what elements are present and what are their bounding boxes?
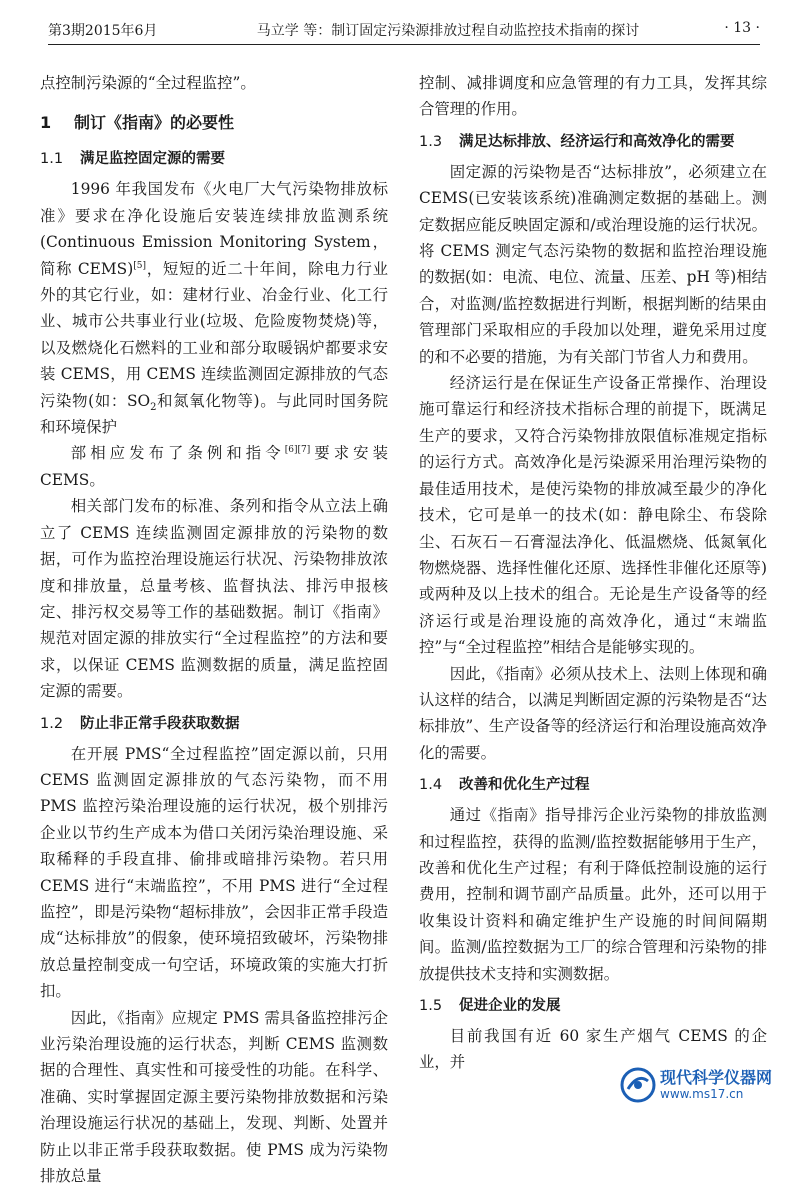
subsection-heading — [419, 129, 767, 155]
subsection-heading — [419, 772, 767, 798]
text-run: 1996 年我国发布《火电厂大气污染物排放标准》要求在净化设施后安装连续排放监测系统(Continuous Emission Monitoring System，简称 CEMS) — [40, 180, 388, 278]
section-heading — [40, 110, 388, 136]
paragraph: 固定源的污染物是否“达标排放”，必须建立在 CEMS(已安装该系统)准确测定数据的基础上。测定数据应能反映固定源和/或治理设施的运行状况。将 CEMS 测定气态污染物的数据和监控治理设施的数据(如：电流、电位、流量、压差、pH 等)相结合，对监测/监控数据进行判断，根据判断的结果由管理部门采取相应的手段加以处理，避免采用过度的和不必要的措施，为有关部门节省人力和费用。 — [419, 162, 767, 366]
subsection-title: 满足达标排放、经济运行和高效净化的需要 — [459, 133, 735, 150]
paragraph: 点控制污染源的“全过程监控”。 — [40, 74, 256, 92]
header-rule — [48, 44, 760, 45]
subsection-heading — [40, 146, 388, 172]
text-run: ，短短的近二十年间，除电力行业外的其它行业，如：建材行业、冶金行业、化工行业、城市公共事业行业(垃圾、危险废物焚烧)等，以及燃烧化石燃料的工业和部分取暖锅炉都要求安装 CEMS，用 CEMS 连续监测固定源排放的气态污染物(如：SO — [40, 259, 388, 410]
section-number: 1 — [40, 113, 52, 133]
subsection-number: 1.3 — [419, 133, 443, 150]
subsection-heading — [40, 711, 388, 737]
running-header — [48, 20, 760, 44]
section-title: 制订《指南》的必要性 — [74, 113, 235, 133]
watermark-url: www.ms17.cn — [660, 1087, 744, 1101]
subscript: 2 — [150, 401, 157, 413]
text-run: 要求安装 CEMS。 — [40, 444, 388, 489]
subsection-number: 1.4 — [419, 777, 443, 794]
paragraph — [40, 440, 388, 493]
subsection-title: 促进企业的发展 — [459, 998, 561, 1014]
subsection-number: 1.1 — [40, 151, 64, 168]
text-run: 部相应发布了条例和指令 — [70, 444, 285, 463]
subsection-heading — [419, 993, 767, 1019]
paragraph: 控制、减排调度和应急管理的有力工具，发挥其综合管理的作用。 — [419, 74, 767, 119]
left-column — [40, 70, 388, 1189]
subsection-title: 满足监控固定源的需要 — [80, 151, 225, 168]
paragraph: 目前我国有近 60 家生产烟气 CEMS 的企业，并 — [419, 1027, 767, 1072]
issue-date: 第3期2015年6月 — [48, 23, 158, 39]
subsection-number: 1.5 — [419, 998, 443, 1014]
citation: [5] — [133, 260, 146, 271]
subsection-number: 1.2 — [40, 715, 64, 732]
subsection-title: 防止非正常手段获取数据 — [80, 715, 240, 732]
paragraph: 经济运行是在保证生产设备正常操作、治理设施可靠运行和经济技术指标合理的前提下，既满足生产的要求，又符合污染物排放限值标准规定指标的运行方式。高效净化是污染源采用治理污染物的最佳适用技术，是使污染物的排放减至最少的净化技术，它可是单一的技术(如：静电除尘、布袋除尘、石灰石－石膏湿法净化、低温燃烧、低氮氧化物燃烧器、选择性催化还原、选择性非催化还原等)或两种及以上技术的组合。无论是生产设备等的经济运行或是治理设施的高效净化，通过“末端监控”与“全过程监控”相结合是能够实现的。 — [419, 374, 767, 657]
running-title: 马立学 等：制订固定污染源排放过程自动监控技术指南的探讨 — [256, 23, 640, 39]
text-run: 和氮氧化物等)。与此同时国务院和环境保护 — [40, 391, 388, 437]
citation: [6][7] — [284, 445, 311, 456]
paragraph: 相关部门发布的标准、条列和指令从立法上确立了 CEMS 连续监测固定源排放的污染物的数据，可作为监控治理设施运行状况、污染物排放浓度和排放量，总量考核、监督执法、排污申报核定、排污权交易等工作的基础数据。制订《指南》规范对固定源的排放实行“全过程监控”的方法和要求，以保证 CEMS 监测数据的质量，满足监控固定源的需要。 — [40, 497, 388, 701]
subsection-title: 改善和优化生产过程 — [459, 777, 590, 794]
site-watermark — [620, 1063, 790, 1107]
paragraph — [40, 176, 388, 440]
right-column — [419, 70, 767, 1076]
paragraph: 通过《指南》指导排污企业污染物的排放监测和过程监控，获得的监测/监控数据能够用于生产，改善和优化生产过程；有利于降低控制设施的运行费用，控制和调节副产品质量。此外，还可以用于收集设计资料和确定维护生产设施的时间间隔期间。监测/监控数据为工厂的综合管理和污染物的排放提供技术支持和实测数据。 — [419, 806, 767, 983]
watermark-name: 现代科学仪器网 — [660, 1068, 773, 1087]
paragraph: 在开展 PMS“全过程监控”固定源以前，只用 CEMS 监测固定源排放的气态污染物，而不用 PMS 监控污染治理设施的运行状况，极个别排污企业以节约生产成本为借口关闭污染治理设施、采取稀释的手段直排、偷排或暗排污染物。若只用 CEMS 进行“末端监控”，不用 PMS 进行“全过程监控”，即是污染物“超标排放”，会因非正常手段造成“达标排放”的假象，使环境招致破坏，污染物排放总量控制变成一句空话，环境政策的实施大打折扣。 — [40, 744, 388, 1001]
watermark-logo-icon — [620, 1067, 656, 1103]
paragraph: 因此，《指南》必须从技术上、法则上体现和确认这样的结合，以满足判断固定源的污染物是否“达标排放”、生产设备等的经济运行和治理设施高效净化的需要。 — [419, 664, 767, 762]
paragraph: 因此，《指南》应规定 PMS 需具备监控排污企业污染治理设施的运行状态，判断 CEMS 监测数据的合理性、真实性和可接受性的功能。在科学、准确、实时掌握固定源主要污染物排放数据和污染治理设施运行状况的基础上，发现、判断、处置并防止以非正常手段获取数据。使 PMS 成为污染物排放总量 — [40, 1008, 388, 1186]
page-number: · 13 · — [724, 20, 760, 36]
